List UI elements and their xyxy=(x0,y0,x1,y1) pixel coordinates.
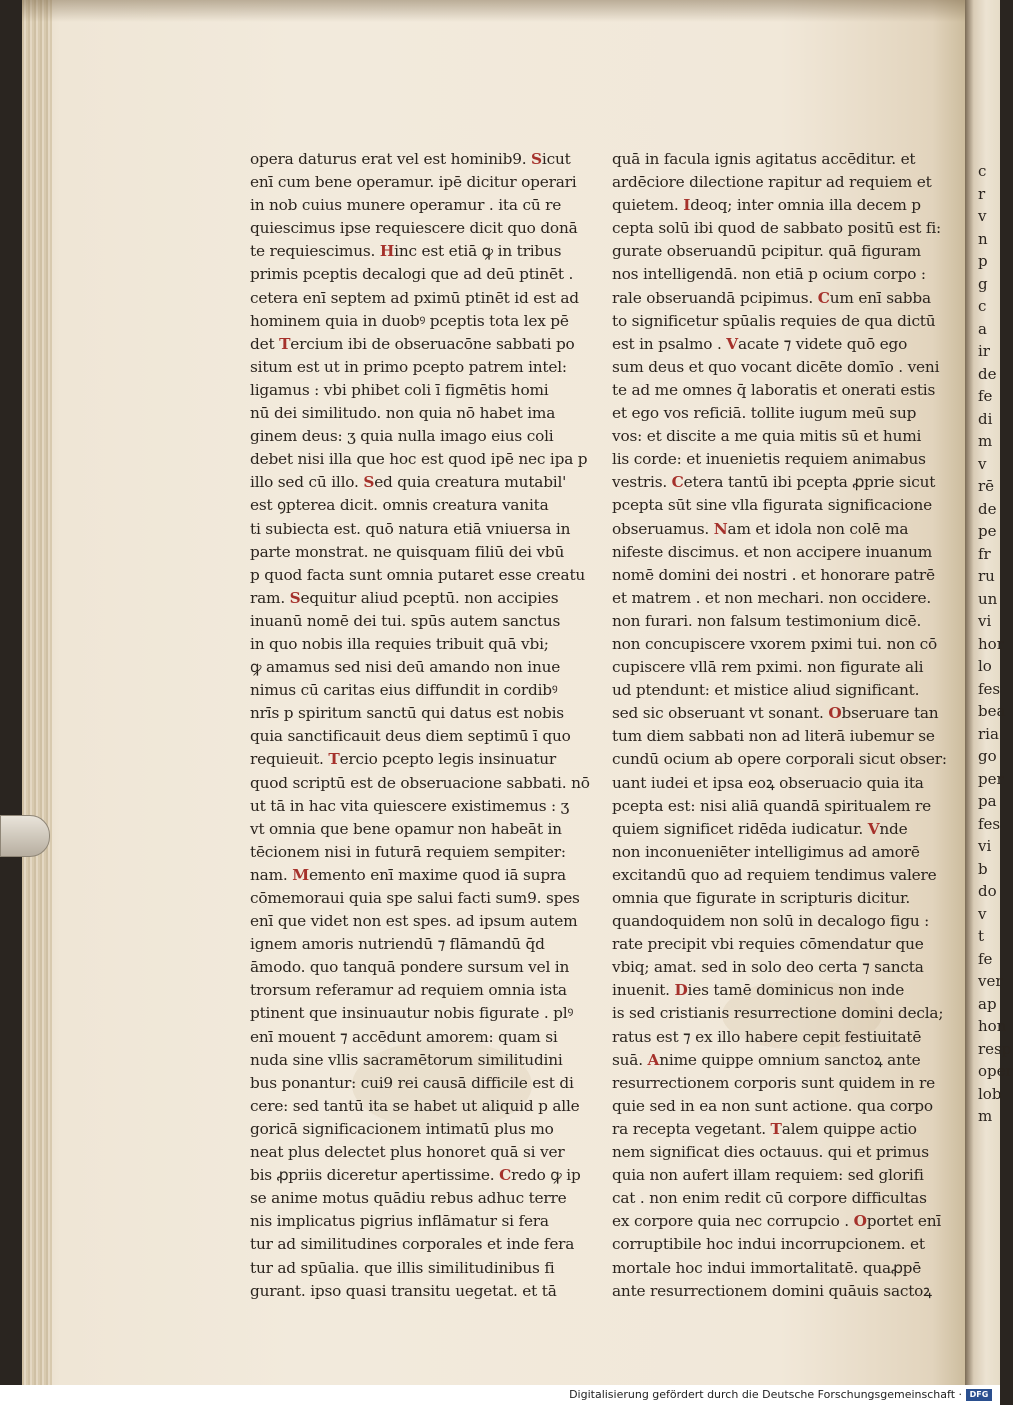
next-page-fragment: n xyxy=(978,229,988,248)
text-line xyxy=(612,933,924,956)
text-run: primis pceptis decalogi que ad deū ptinēt . xyxy=(250,265,574,284)
text-line xyxy=(612,725,935,748)
text-line xyxy=(612,1095,933,1118)
rubricated-initial: A xyxy=(647,1050,660,1069)
next-page-fragment: bea xyxy=(978,702,1006,720)
text-line xyxy=(250,402,556,425)
page-edges xyxy=(22,0,52,1385)
rubricated-initial: T xyxy=(328,750,340,769)
text-line xyxy=(612,1049,921,1072)
text-line xyxy=(250,471,567,494)
text-line xyxy=(250,1280,557,1303)
text-run: ardēciore dilectione rapitur ad requiem et xyxy=(612,173,932,192)
text-line xyxy=(612,887,912,910)
next-page-fragment: di xyxy=(978,409,993,428)
next-page-fragment: lob xyxy=(978,1084,1002,1103)
rubricated-initial: S xyxy=(531,150,542,168)
text-run: um enī sabba xyxy=(829,288,931,307)
text-run: inuenit. xyxy=(612,981,675,1000)
text-line xyxy=(250,864,566,887)
text-run: ed quia creatura mutabil' xyxy=(374,473,567,492)
text-line xyxy=(612,1026,922,1049)
text-run: ies tamē dominicus non inde xyxy=(687,981,905,1000)
text-run: est in psalmo . xyxy=(612,334,727,353)
rubricated-initial: S xyxy=(289,588,301,607)
text-line xyxy=(612,795,931,818)
next-page-fragment: un xyxy=(978,589,998,608)
text-line xyxy=(612,287,931,310)
text-run: ud ptendunt: et mistice aliud significant. xyxy=(612,681,920,700)
text-line xyxy=(250,748,557,771)
text-run: vt omnia que bene opamur non habeāt in xyxy=(250,819,562,838)
next-page-fragment: de xyxy=(978,364,997,383)
text-run: resurrectionem corporis sunt quidem in re xyxy=(612,1073,935,1092)
rubricated-initial: D xyxy=(674,981,688,1000)
text-line xyxy=(250,333,575,356)
text-run: quandoquidem non solū in decalogo figu : xyxy=(612,912,930,931)
text-run: cat . non enim redit cū corpore difficultas xyxy=(612,1189,927,1208)
text-run: ginem deus: ʒ quia nulla imago eius coli xyxy=(250,427,554,446)
text-line xyxy=(250,1210,550,1233)
next-page-fragment: ir xyxy=(978,342,990,360)
text-run: nis implicatus pigrius inflāmatur si fera xyxy=(250,1212,549,1231)
text-run: ercium ibi de obseruacōne sabbati po xyxy=(290,334,575,353)
text-run: obseruamus. xyxy=(612,519,714,538)
text-run: ti subiecta est. quō natura etiā vniuersa in xyxy=(250,519,571,538)
text-line xyxy=(250,356,567,379)
text-run: nde xyxy=(879,819,908,838)
text-line xyxy=(612,864,937,887)
text-line xyxy=(612,333,912,356)
text-run: illo sed cū illo. xyxy=(250,473,364,492)
text-run: ex corpore quia nec corrupcio . xyxy=(612,1212,854,1231)
text-run: cetera enī septem ad pximū ptinēt id est ad xyxy=(250,288,579,307)
text-run: inuanū nomē dei tui. spūs autem sanctus xyxy=(250,611,561,630)
next-page-fragment: do xyxy=(978,882,997,900)
text-run: cere: sed tantū ita se habet ut aliquid p alle xyxy=(250,1096,580,1115)
next-page-fragment: ria xyxy=(978,724,999,743)
text-run: et matrem . et non mechari. non occidere. xyxy=(612,588,932,607)
text-run: ligamus : vbi phibet coli ī figmētis homi xyxy=(250,380,549,399)
text-run: cepta solū ibi quod de sabbato positū est fi: xyxy=(612,219,941,238)
text-line xyxy=(612,494,933,517)
text-line xyxy=(250,1095,580,1118)
text-run: quiescimus ipse requiescere dicit quo donā xyxy=(250,219,578,238)
next-page-fragment: ru xyxy=(978,567,995,585)
text-line xyxy=(250,379,550,402)
text-run: omnia que figurate in scripturis dicitur. xyxy=(612,889,911,907)
text-line xyxy=(612,1072,935,1095)
text-line xyxy=(250,148,571,171)
next-page-fragment: vi xyxy=(978,837,992,855)
text-run: ꝙ amamus sed nisi deū amando non inue xyxy=(250,658,561,677)
next-page-fragment: vi xyxy=(978,612,992,630)
next-page-fragment: ap xyxy=(978,994,997,1013)
text-run: nos intelligendā. non etiā p ocium corpo : xyxy=(612,265,926,284)
text-run: alem quippe actio xyxy=(781,1119,917,1138)
text-line xyxy=(250,795,570,818)
text-run: nuda sine vllis sacramētorum similitudini xyxy=(250,1050,563,1069)
text-run: emento enī maxime quod iā supra xyxy=(308,865,566,884)
next-page-fragment: p xyxy=(978,252,988,270)
text-run: uant iudei et ipsa eoꝝ obseruacio quia ita xyxy=(612,773,924,792)
text-run: etera tantū ibi pcepta ꝓprie sicut xyxy=(683,473,936,492)
text-line xyxy=(612,240,921,263)
text-run: nū dei similitudo. non quia nō habet ima xyxy=(250,404,556,423)
rubricated-initial: C xyxy=(817,288,830,307)
text-run: ut tā in hac vita quiescere existimemus : ʒ xyxy=(250,796,570,815)
text-run: bis ꝓpriis diceretur apertissime. xyxy=(250,1166,500,1185)
text-line xyxy=(250,1049,563,1072)
next-page-fragment: c xyxy=(978,297,987,315)
text-run: cōmemoraui quia spe salui facti sum9. spes xyxy=(250,889,580,907)
text-line xyxy=(250,448,588,471)
text-run: am et idola non colē ma xyxy=(727,519,909,538)
rubricated-initial: O xyxy=(853,1212,867,1231)
text-run: requieuit. xyxy=(250,750,329,769)
text-line xyxy=(250,933,550,956)
text-line xyxy=(250,702,564,725)
text-run: pcepta sūt sine vlla figurata significacione xyxy=(612,496,933,515)
text-run: quod scriptū est de obseruacione sabbati. nō xyxy=(250,773,590,792)
text-run: acate ⁊ videte quō ego xyxy=(737,334,908,353)
text-run: ante resurrectionem domini quāuis sactoꝝ xyxy=(612,1281,932,1300)
text-line xyxy=(612,564,935,587)
text-line xyxy=(250,679,558,702)
text-run: bseruare tan xyxy=(841,704,939,723)
text-line xyxy=(612,1118,917,1141)
text-run: sum deus et quo vocant dicēte domīo . veni xyxy=(612,357,940,376)
text-run: enī mouent ⁊ accēdunt amorem: quam si xyxy=(250,1027,558,1046)
text-line xyxy=(250,1118,554,1141)
text-run: tur ad spūalia. que illis similitudinibus fi xyxy=(250,1258,555,1277)
text-run: icut xyxy=(541,150,571,168)
text-line xyxy=(612,194,921,217)
text-run: debet nisi illa que hoc est quod ipē nec ipa p xyxy=(250,450,588,469)
text-run: cupiscere vllā rem pximi. non figurate ali xyxy=(612,658,924,677)
text-line xyxy=(612,310,936,333)
rubricated-initial: V xyxy=(867,819,880,838)
text-line xyxy=(612,956,924,979)
text-line xyxy=(250,956,570,979)
next-page-fragment: b xyxy=(978,859,988,878)
next-page-fragment: fe xyxy=(978,387,993,405)
next-page-fragment: g xyxy=(978,274,988,293)
text-line xyxy=(612,1257,922,1280)
text-line xyxy=(250,171,577,194)
text-line xyxy=(250,1141,565,1164)
text-line xyxy=(250,425,554,448)
next-page-fragment: pe xyxy=(978,522,997,540)
rubricated-initial: C xyxy=(499,1166,512,1185)
text-line xyxy=(612,748,947,771)
text-line xyxy=(612,541,933,564)
rubricated-initial: V xyxy=(726,334,738,353)
rubricated-initial: C xyxy=(671,473,684,492)
rubricated-initial: T xyxy=(770,1119,782,1138)
text-run: se anime motus quādiu rebus adhuc terre xyxy=(250,1189,567,1208)
text-run: nam. xyxy=(250,865,293,884)
rubricated-initial: M xyxy=(292,865,309,884)
text-line xyxy=(612,633,937,656)
text-run: enī que videt non est spes. ad ipsum autem xyxy=(250,912,578,931)
text-run: āmodo. quo tanquā pondere sursum vel in xyxy=(250,958,570,977)
next-page-fragment: fe xyxy=(978,949,993,968)
text-line xyxy=(250,194,562,217)
text-run: rate precipit vbi requies cōmendatur que xyxy=(612,935,924,954)
funding-credit: Digitalisierung gefördert durch die Deutsche Forschungsgemeinschaft · xyxy=(569,1388,962,1401)
text-run: nifeste discimus. et non accipere inuanum xyxy=(612,542,933,561)
next-page-fragment: t xyxy=(978,927,985,945)
text-run: tēcionem nisi in futurā requiem sempiter: xyxy=(250,842,566,861)
text-line xyxy=(250,240,562,263)
next-page-fragment: ver xyxy=(978,972,1003,990)
next-page-text-fragments xyxy=(978,160,1013,1128)
text-line xyxy=(612,979,912,1002)
text-run: in nob cuius munere operamur . ita cū re xyxy=(250,196,562,215)
text-run: portet enī xyxy=(866,1212,942,1231)
text-run: ptinent que insinuautur nobis figurate . plꝰ xyxy=(250,1004,574,1023)
text-line xyxy=(250,910,578,933)
next-page-fragment: m xyxy=(978,432,993,450)
text-run: det xyxy=(250,334,280,353)
next-page-fragment: go xyxy=(978,747,997,765)
text-line xyxy=(250,772,590,795)
text-line xyxy=(250,1233,575,1256)
text-run: sed sic obseruant vt sonant. xyxy=(612,704,829,723)
text-line xyxy=(612,518,912,541)
text-run: opera daturus erat vel est hominib9. xyxy=(250,150,532,168)
text-run: inc est etiā ꝙ in tribus xyxy=(394,242,562,261)
next-page-fragment: m xyxy=(978,1107,993,1125)
text-line xyxy=(612,1280,932,1303)
text-line xyxy=(612,818,912,841)
text-run: te requiescimus. xyxy=(250,242,380,261)
text-run: mortale hoc indui immortalitatē. quaꝓpē xyxy=(612,1258,922,1277)
next-page-fragment: hon xyxy=(978,1017,1007,1035)
text-line xyxy=(612,448,926,471)
text-run: tum diem sabbati non ad literā iubemur se xyxy=(612,727,935,746)
text-line xyxy=(250,1257,555,1280)
next-page-fragment: lo xyxy=(978,657,992,675)
text-run: is sed cristianis resurrectione domini decla; xyxy=(612,1004,944,1023)
text-line xyxy=(250,1026,558,1049)
text-run: nrīs p spiritum sanctū qui datus est nobis xyxy=(250,704,564,723)
text-run: parte monstrat. ne quisquam filiū dei vbū xyxy=(250,542,565,561)
text-line xyxy=(612,702,939,725)
text-run: vos: et discite a me quia mitis sū et humi xyxy=(612,427,922,446)
text-line xyxy=(250,725,571,748)
text-run: cundū ocium ab opere corporali sicut obser: xyxy=(612,750,947,769)
text-line xyxy=(250,494,550,517)
text-line xyxy=(250,633,550,656)
text-line xyxy=(250,263,574,286)
text-run: deoq; inter omnia illa decem p xyxy=(690,196,921,215)
text-run: to significetur spūalis requies de qua dictū xyxy=(612,311,936,330)
text-run: non furari. non falsum testimonium dicē. xyxy=(612,611,922,630)
bookmark-tab xyxy=(0,815,50,857)
text-run: vbiq; amat. sed in solo deo certa ⁊ sancta xyxy=(612,958,924,977)
next-page-fragment: v xyxy=(978,904,987,923)
text-line xyxy=(612,425,922,448)
text-run: gurant. ipso quasi transitu uegetat. et tā xyxy=(250,1281,557,1300)
text-run: vestris. xyxy=(612,473,672,492)
next-page-fragment: fes xyxy=(978,814,1001,833)
text-run: trorsum referamur ad requiem omnia ista xyxy=(250,981,567,1000)
text-line xyxy=(612,610,922,633)
text-line xyxy=(250,979,567,1002)
text-line xyxy=(612,587,932,610)
text-run: nimus cū caritas eius diffundit in cordibꝰ xyxy=(250,681,558,700)
text-run: ram. xyxy=(250,588,290,607)
text-line xyxy=(250,587,559,610)
text-run: excitandū quo ad requiem tendimus valere xyxy=(612,865,937,884)
text-line xyxy=(250,610,561,633)
text-run: equitur aliud pceptū. non accipies xyxy=(300,588,559,607)
text-run: nomē domini dei nostri . et honorare patrē xyxy=(612,565,935,584)
text-line xyxy=(250,541,565,564)
text-run: quiem significet ridēda iudicatur. xyxy=(612,819,868,838)
text-run: est ꝯpterea dicit. omnis creatura vanita xyxy=(250,496,549,515)
text-line xyxy=(612,1002,944,1025)
text-run: nem significat dies octauus. qui et primus xyxy=(612,1143,929,1162)
text-line xyxy=(250,887,580,910)
text-run: gurate obseruandū pcipitur. quā figuram xyxy=(612,242,921,261)
text-run: corruptibile hoc indui incorrupcionem. et xyxy=(612,1235,925,1254)
text-line xyxy=(612,910,930,933)
rubricated-initial: I xyxy=(683,196,691,215)
text-run: et ego vos reficiā. tollite iugum meū sup xyxy=(612,404,917,423)
text-run: quia non aufert illam requiem: sed glorifi xyxy=(612,1166,924,1185)
text-line xyxy=(250,217,578,240)
next-page-fragment: v xyxy=(978,454,987,473)
rubricated-initial: H xyxy=(379,242,395,261)
text-run: quia sanctificauit deus diem septimū ī quo xyxy=(250,727,571,746)
text-run: ra recepta vegetant. xyxy=(612,1119,771,1138)
text-run: bus ponantur: cui9 rei causā difficile est di xyxy=(250,1073,574,1092)
text-run: non inconueniēter intelligimus ad amorē xyxy=(612,842,920,861)
text-run: nime quippe omnium sanctoꝝ ante xyxy=(659,1050,921,1069)
text-line xyxy=(250,287,579,310)
text-line xyxy=(612,656,924,679)
text-line xyxy=(612,402,917,425)
next-page-fragment: per xyxy=(978,769,1004,788)
text-line xyxy=(612,1210,942,1233)
next-page-fragment: pa xyxy=(978,792,997,810)
text-line xyxy=(250,1002,574,1025)
next-page-fragment: r xyxy=(978,184,986,203)
text-line xyxy=(612,263,926,286)
text-line xyxy=(612,171,932,194)
footer-bar xyxy=(0,1385,1000,1405)
text-line xyxy=(612,1233,925,1256)
text-run: suā. xyxy=(612,1050,648,1069)
text-run: p quod facta sunt omnia putaret esse creatu xyxy=(250,565,586,584)
text-line xyxy=(250,841,566,864)
text-line xyxy=(250,1164,581,1187)
text-run: non concupiscere vxorem pximi tui. non cō xyxy=(612,634,937,653)
text-line xyxy=(612,217,941,240)
dfg-logo-icon: DFG xyxy=(966,1389,992,1401)
text-line xyxy=(612,841,920,864)
text-line xyxy=(250,564,586,587)
text-run: quie sed in ea non sunt actione. qua corpo xyxy=(612,1096,933,1115)
text-run: neat plus delectet plus honoret quā si ver xyxy=(250,1143,565,1162)
text-line xyxy=(250,818,562,841)
text-line xyxy=(250,310,569,333)
page-top-shadow xyxy=(22,0,970,22)
text-line xyxy=(612,1141,929,1164)
text-run: ignem amoris nutriendū ⁊ flāmandū q̄d xyxy=(250,935,545,954)
text-line xyxy=(612,1187,927,1210)
text-line xyxy=(250,656,561,679)
text-run: enī cum bene operamur. ipē dicitur operari xyxy=(250,173,577,192)
text-run: in quo nobis illa requies tribuit quā vbi; xyxy=(250,634,549,653)
text-run: tur ad similitudines corporales et inde fera xyxy=(250,1235,575,1254)
next-page-fragment: hor xyxy=(978,634,1004,653)
text-run: ratus est ⁊ ex illo habere cepit festiuitatē xyxy=(612,1027,922,1046)
next-page-fragment: rē xyxy=(978,477,995,495)
text-run: rale obseruandā pcipimus. xyxy=(612,288,818,307)
next-page-fragment: de xyxy=(978,499,997,518)
text-line xyxy=(250,1187,567,1210)
text-run: te ad me omnes q̄ laboratis et onerati estis xyxy=(612,380,936,399)
text-column-left xyxy=(250,148,590,1303)
rubricated-initial: O xyxy=(828,704,842,723)
text-line xyxy=(612,1164,924,1187)
next-page-fragment: oper xyxy=(978,1062,1013,1080)
next-page-fragment: c xyxy=(978,162,987,180)
text-line xyxy=(250,518,571,541)
text-line xyxy=(250,1072,574,1095)
rubricated-initial: T xyxy=(279,334,291,353)
text-run: hominem quia in duobꝰ pceptis tota lex pē xyxy=(250,311,569,330)
text-line xyxy=(612,471,936,494)
next-page-fragment: fes xyxy=(978,679,1001,698)
next-page-fragment: v xyxy=(978,207,987,225)
rubricated-initial: N xyxy=(713,519,728,538)
rubricated-initial: S xyxy=(363,473,375,492)
text-line xyxy=(612,356,940,379)
text-line xyxy=(612,379,936,402)
text-run: pcepta est: nisi aliā quandā spiritualem re xyxy=(612,796,931,815)
text-run: goricā significacionem intimatū plus mo xyxy=(250,1119,554,1138)
next-page-fragment: a xyxy=(978,319,987,338)
next-page-fragment: fr xyxy=(978,544,991,563)
text-run: quietem. xyxy=(612,196,684,215)
text-line xyxy=(612,148,916,171)
text-run: quā in facula ignis agitatus accēditur. et xyxy=(612,150,916,168)
text-column-right xyxy=(612,148,947,1303)
text-run: ercio pcepto legis insinuatur xyxy=(339,750,557,769)
next-page-fragment: resp xyxy=(978,1039,1012,1058)
text-run: situm est ut in primo pcepto patrem intel: xyxy=(250,357,567,376)
text-line xyxy=(612,679,920,702)
text-run: redo ꝙ ip xyxy=(511,1166,581,1185)
text-run: lis corde: et inuenietis requiem animabus xyxy=(612,450,926,469)
text-line xyxy=(612,772,924,795)
